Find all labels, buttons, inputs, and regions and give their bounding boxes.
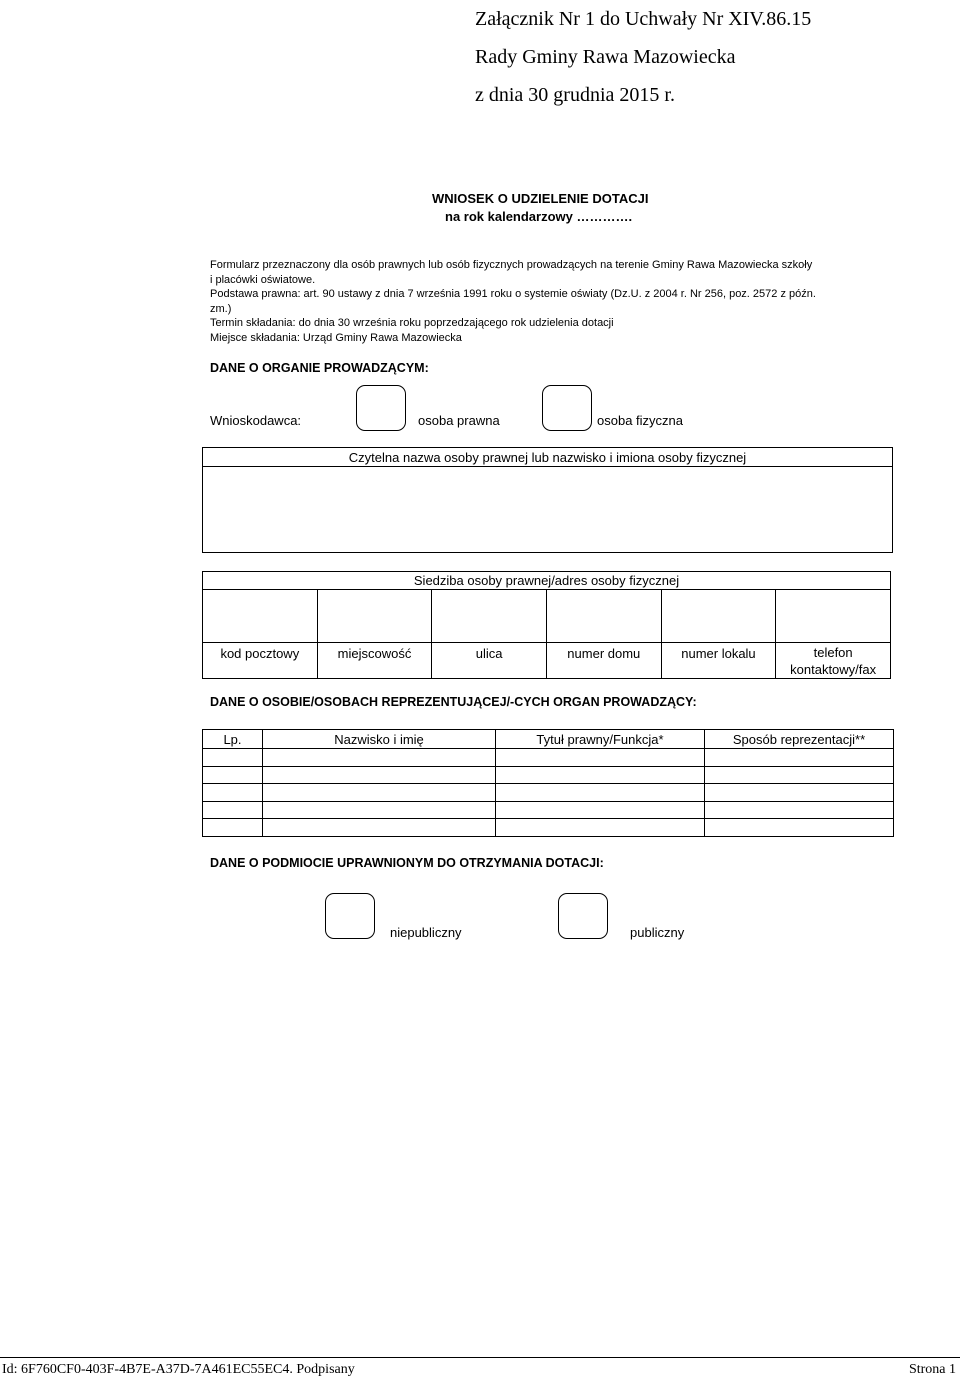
page-number: Strona 1 bbox=[908, 1362, 956, 1377]
header-line-attachment: Załącznik Nr 1 do Uchwały Nr XIV.86.15 bbox=[475, 8, 812, 30]
lp-cell[interactable] bbox=[203, 784, 263, 802]
representation-cell[interactable] bbox=[705, 784, 894, 802]
lp-cell[interactable] bbox=[203, 819, 263, 837]
name-cell[interactable] bbox=[263, 819, 496, 837]
lp-cell[interactable] bbox=[203, 749, 263, 767]
label-legal-person: osoba prawna bbox=[418, 413, 500, 428]
name-table bbox=[202, 447, 893, 553]
representation-cell[interactable] bbox=[705, 802, 894, 819]
document-header bbox=[475, 0, 811, 114]
address-table-header: Siedziba osoby prawnej/adres osoby fizycznej bbox=[203, 572, 891, 590]
title-cell[interactable] bbox=[496, 802, 705, 819]
intro-line: Podstawa prawna: art. 90 ustawy z dnia 7 września 1991 roku o systemie oświaty (Dz.U. z 2004 r. Nr 256, poz. 2572 z późn. bbox=[210, 288, 816, 301]
representation-cell[interactable] bbox=[705, 819, 894, 837]
title-cell[interactable] bbox=[496, 749, 705, 767]
form-title bbox=[400, 190, 700, 226]
lp-cell[interactable] bbox=[203, 802, 263, 819]
col-name: Nazwisko i imię bbox=[263, 730, 496, 749]
col-postal-code: kod pocztowy bbox=[203, 643, 318, 679]
apartment-number-input[interactable] bbox=[661, 590, 776, 643]
title-cell[interactable] bbox=[496, 784, 705, 802]
intro-line: zm.) bbox=[210, 302, 232, 315]
intro-line: Termin składania: do dnia 30 września roku poprzedzającego rok udzielenia dotacji bbox=[210, 317, 614, 330]
name-cell[interactable] bbox=[263, 802, 496, 819]
form-title-main: WNIOSEK O UDZIELENIE DOTACJI bbox=[432, 191, 649, 206]
col-lp: Lp. bbox=[203, 730, 263, 749]
header-line-council: Rady Gminy Rawa Mazowiecka bbox=[475, 46, 736, 68]
lp-cell[interactable] bbox=[203, 767, 263, 784]
name-input-cell[interactable] bbox=[203, 467, 893, 553]
title-cell[interactable] bbox=[496, 819, 705, 837]
checkbox-legal-person[interactable] bbox=[356, 385, 406, 431]
postal-code-input[interactable] bbox=[203, 590, 318, 643]
street-input[interactable] bbox=[432, 590, 547, 643]
representation-cell[interactable] bbox=[705, 749, 894, 767]
name-cell[interactable] bbox=[263, 767, 496, 784]
city-input[interactable] bbox=[317, 590, 432, 643]
label-public: publiczny bbox=[630, 925, 685, 940]
col-representation: Sposób reprezentacji** bbox=[705, 730, 894, 749]
form-title-year: na rok kalendarzowy …………. bbox=[445, 209, 633, 224]
title-cell[interactable] bbox=[496, 767, 705, 784]
applicant-label: Wnioskodawca: bbox=[210, 413, 302, 428]
page-footer bbox=[0, 1357, 960, 1381]
intro-line: i placówki oświatowe. bbox=[210, 273, 316, 286]
table-row bbox=[203, 802, 894, 819]
label-nonpublic: niepubliczny bbox=[390, 925, 462, 940]
representatives-table bbox=[202, 729, 894, 837]
col-house-number: numer domu bbox=[546, 643, 661, 679]
form-intro bbox=[210, 258, 882, 346]
col-phone-fax: telefon kontaktowy/fax bbox=[776, 643, 891, 679]
name-cell[interactable] bbox=[263, 784, 496, 802]
checkbox-public[interactable] bbox=[558, 893, 608, 939]
table-row bbox=[203, 749, 894, 767]
checkbox-natural-person[interactable] bbox=[542, 385, 592, 431]
intro-line: Miejsce składania: Urząd Gminy Rawa Mazowiecka bbox=[210, 331, 462, 344]
table-row bbox=[203, 784, 894, 802]
label-natural-person: osoba fizyczna bbox=[597, 413, 683, 428]
phone-fax-input[interactable] bbox=[776, 590, 891, 643]
header-line-date: z dnia 30 grudnia 2015 r. bbox=[475, 84, 675, 106]
document-id: Id: 6F760CF0-403F-4B7E-A37D-7A461EC55EC4. Podpisany bbox=[2, 1362, 355, 1377]
table-row bbox=[203, 767, 894, 784]
col-title-function: Tytuł prawny/Funkcja* bbox=[496, 730, 705, 749]
representation-cell[interactable] bbox=[705, 767, 894, 784]
col-apartment-number: numer lokalu bbox=[661, 643, 776, 679]
col-city: miejscowość bbox=[317, 643, 432, 679]
section-heading-organ: DANE O ORGANIE PROWADZĄCYM: bbox=[210, 361, 429, 375]
section-heading-representatives: DANE O OSOBIE/OSOBACH REPREZENTUJĄCEJ/-CYCH ORGAN PROWADZĄCY: bbox=[210, 695, 697, 709]
col-street: ulica bbox=[432, 643, 547, 679]
intro-line: Formularz przeznaczony dla osób prawnych lub osób fizycznych prowadzących na terenie Gminy Rawa Mazowiecka szkoły bbox=[210, 259, 813, 271]
name-table-header: Czytelna nazwa osoby prawnej lub nazwisko i imiona osoby fizycznej bbox=[203, 448, 893, 467]
checkbox-nonpublic[interactable] bbox=[325, 893, 375, 939]
address-table bbox=[202, 571, 891, 679]
section-heading-entitled-entity: DANE O PODMIOCIE UPRAWNIONYM DO OTRZYMANIA DOTACJI: bbox=[210, 856, 604, 870]
table-row bbox=[203, 819, 894, 837]
name-cell[interactable] bbox=[263, 749, 496, 767]
house-number-input[interactable] bbox=[546, 590, 661, 643]
